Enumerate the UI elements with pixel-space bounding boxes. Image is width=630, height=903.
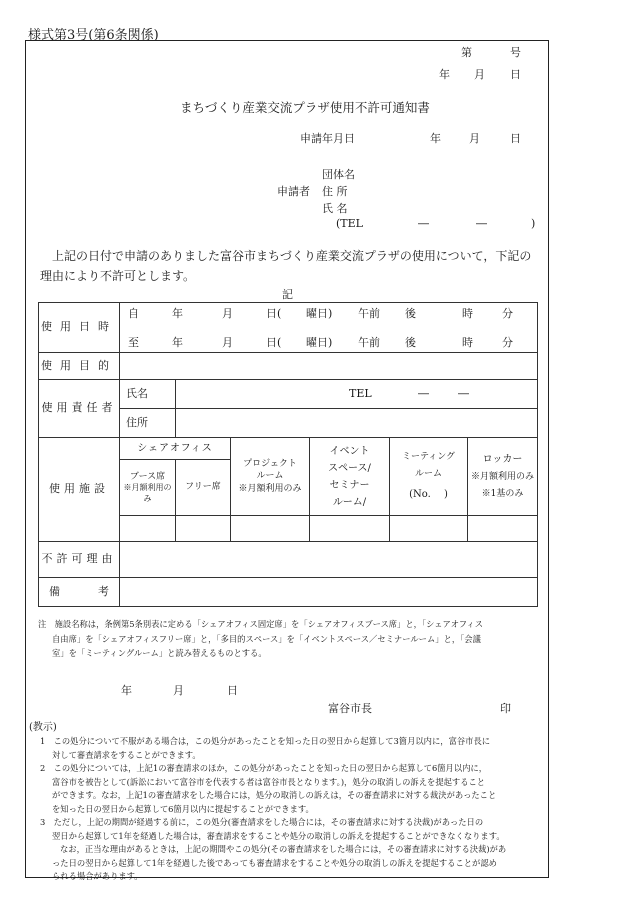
- bottom-date-month: 月: [173, 684, 184, 697]
- reason-row: [39, 542, 538, 578]
- to-weekday: 曜日): [306, 336, 333, 349]
- facility-name-note: [38, 617, 538, 661]
- applicant-tel-dash-2: ―: [476, 217, 487, 230]
- number-go: 号: [510, 46, 521, 59]
- instruction-3d: った日の翌日から起算して1年を経過した後であっても審査請求をすることや処分の取消しの訴えを提起することが認め: [52, 857, 497, 868]
- document-title: まちづくり産業交流プラザ使用不許可通知書: [180, 100, 430, 115]
- usage-purpose-label: 使用目的: [39, 353, 120, 380]
- mayor-title: 富谷市長: [328, 702, 372, 715]
- from-day: 日(: [266, 307, 282, 320]
- project-room-line-2: ルーム: [256, 471, 284, 482]
- to-prefix: 至: [128, 336, 139, 349]
- seal-mark: 印: [500, 702, 511, 715]
- note-line-3: 室」を「ミーティングルーム」と読み替えるものとする。: [52, 648, 267, 658]
- number-dai: 第: [461, 46, 472, 59]
- notice-body-line-2: 理由により不許可とします。: [40, 269, 196, 283]
- applicant-address-label: 住 所: [322, 185, 348, 198]
- responsible-row-1: [39, 380, 538, 409]
- locker-header: [468, 438, 538, 516]
- event-space-line-1: イベント: [329, 445, 370, 457]
- project-room-header: [231, 438, 310, 516]
- to-day: 日(: [266, 336, 282, 349]
- meeting-room-number: (No. ): [409, 488, 448, 500]
- from-prefix: 自: [128, 307, 139, 320]
- from-hour: 時: [462, 307, 473, 320]
- top-date-month: 月: [474, 68, 485, 81]
- usage-datetime-label: 使用日時: [39, 303, 120, 353]
- responsible-address-label: 住所: [120, 409, 176, 438]
- responsible-tel-dash-2: ―: [458, 387, 469, 400]
- booth-seat-line-1: ブース席: [129, 471, 166, 482]
- instruction-3a: 3 ただし，上記の期間が経過する前に，この処分(審査請求をした場合には，その審査請求に対する決裁)があった日の: [40, 817, 484, 827]
- to-pm: 後: [405, 336, 416, 349]
- locker-line-2: ※月額利用のみ: [471, 472, 535, 483]
- event-space-header: [310, 438, 390, 516]
- responsible-label: 使用責任者: [39, 380, 120, 438]
- responsible-tel-label: TEL: [349, 387, 372, 400]
- application-date-day: 日: [510, 132, 521, 145]
- project-room-line-1: プロジェクト: [243, 459, 297, 470]
- free-seat-entry[interactable]: [176, 516, 231, 542]
- note-line-1: 注 施設名称は，条例第5条別表に定める「シェアオフィス固定席」を「シェアオフィスブース席」と，「シェアオフィス: [38, 619, 484, 629]
- meeting-room-line-2: ルーム: [414, 468, 442, 479]
- instruction-text: [40, 735, 545, 884]
- instruction-2d: を知った日の翌日から起算して6箇月以内に提起することができます。: [52, 803, 314, 814]
- to-hour: 時: [462, 336, 473, 349]
- usage-to-row: [120, 336, 537, 352]
- event-space-entry[interactable]: [310, 516, 390, 542]
- responsible-name-label: 氏名: [120, 380, 176, 409]
- meeting-room-line-1: ミーティング: [401, 452, 456, 463]
- from-minute: 分: [502, 307, 513, 320]
- locker-line-3: ※1基のみ: [481, 488, 524, 499]
- responsible-name-field[interactable]: [176, 380, 538, 409]
- from-month: 月: [222, 307, 233, 320]
- event-space-line-3: セミナー: [329, 479, 370, 491]
- locker-entry[interactable]: [468, 516, 538, 542]
- project-room-line-3: ※月額利用のみ: [238, 483, 302, 494]
- bottom-date-year: 年: [121, 684, 132, 697]
- responsible-address-field[interactable]: [176, 409, 538, 438]
- remarks-char-1: 備: [49, 584, 60, 598]
- event-space-line-2: スペース/: [328, 462, 371, 474]
- usage-datetime-row: [39, 303, 538, 353]
- booth-seat-line-2: ※月額利用のみ: [123, 482, 172, 503]
- usage-datetime-cell[interactable]: [120, 303, 538, 353]
- meeting-room-header: [390, 438, 468, 516]
- notice-body: [40, 246, 540, 286]
- applicant-org-label: 団体名: [322, 168, 355, 181]
- responsible-tel-dash-1: ―: [418, 387, 429, 400]
- remarks-char-2: 考: [98, 584, 109, 598]
- facility-label: 使用施設: [39, 438, 120, 542]
- free-seat-header: フリー席: [176, 460, 231, 516]
- applicant-tel-label: (TEL: [336, 217, 363, 230]
- instruction-3c: なお，正当な理由があるときは，上記の期間やこの処分(その審査請求をした場合には，その審査請求に対する決裁)があ: [60, 844, 507, 854]
- from-year: 年: [172, 307, 183, 320]
- project-room-entry[interactable]: [231, 516, 310, 542]
- instruction-1a: 1 この処分について不服がある場合は，この処分があったことを知った日の翌日から起算して3箇月以内に，富谷市長に: [40, 736, 491, 746]
- reason-label: 不許可理由: [39, 542, 120, 578]
- instruction-3e: られる場合があります。: [52, 871, 143, 881]
- meeting-room-entry[interactable]: [390, 516, 468, 542]
- remarks-label: [39, 578, 120, 607]
- booth-seat-entry[interactable]: [120, 516, 176, 542]
- application-date-label: 申請年月日: [300, 132, 355, 145]
- ki-heading: 記: [282, 288, 293, 301]
- booth-seat-header: [120, 460, 176, 516]
- reason-field[interactable]: [120, 542, 538, 578]
- from-weekday: 曜日): [306, 307, 333, 320]
- instruction-2b: 富谷市を被告として(訴訟において富谷市を代表する者は富谷市長となります。)，処分の取消しの訴えを提起すること: [52, 776, 486, 787]
- to-minute: 分: [502, 336, 513, 349]
- remarks-row: [39, 578, 538, 607]
- applicant-tel-close: ): [531, 217, 536, 230]
- instruction-heading: (教示): [29, 722, 57, 733]
- share-office-header: シェアオフィス: [120, 438, 231, 460]
- usage-from-row: [120, 307, 537, 323]
- top-date-day: 日: [510, 68, 521, 81]
- remarks-field[interactable]: [120, 578, 538, 607]
- application-date-year: 年: [430, 132, 441, 145]
- from-pm: 後: [405, 307, 416, 320]
- applicant-name-label: 氏 名: [322, 202, 348, 215]
- facility-header-row-1: [39, 438, 538, 460]
- top-date-year: 年: [439, 68, 450, 81]
- bottom-date-day: 日: [227, 684, 238, 697]
- instruction-2c: ができます。なお，上記1の審査請求をした場合には，処分の取消しの訴えは，その審査請求に対する裁決があったこと: [52, 790, 497, 800]
- to-month: 月: [222, 336, 233, 349]
- applicant-prefix: 申請者: [277, 185, 310, 198]
- event-space-line-4: ルーム/: [332, 496, 367, 508]
- instruction-2a: 2 この処分については，上記1の審査請求のほか，この処分があったことを知った日の翌日から起算して6箇月以内に，: [40, 763, 488, 773]
- instruction-3b: 翌日から起算して1年を経過した場合は，審査請求をすることや処分の取消しの訴えを提起することができなくなります。: [52, 830, 505, 841]
- to-year: 年: [172, 336, 183, 349]
- form-number-label: 様式第3号(第6条関係): [28, 28, 159, 43]
- instruction-1b: 対して審査請求をすることができます。: [52, 749, 201, 760]
- to-am: 午前: [358, 336, 380, 349]
- usage-purpose-field[interactable]: [120, 353, 538, 380]
- note-line-2: 自由席」を「シェアオフィスフリー席」と，「多目的スペース」を「イベントスペース／セミナールーム」と，「会議: [52, 633, 481, 644]
- details-table: [38, 302, 538, 607]
- usage-purpose-row: [39, 353, 538, 380]
- notice-body-line-1: 上記の日付で申請のありました富谷市まちづくり産業交流プラザの使用について，下記の: [52, 249, 532, 263]
- application-date-month: 月: [469, 132, 480, 145]
- applicant-tel-dash-1: ―: [418, 217, 429, 230]
- locker-line-1: ロッカー: [482, 454, 523, 466]
- from-am: 午前: [358, 307, 380, 320]
